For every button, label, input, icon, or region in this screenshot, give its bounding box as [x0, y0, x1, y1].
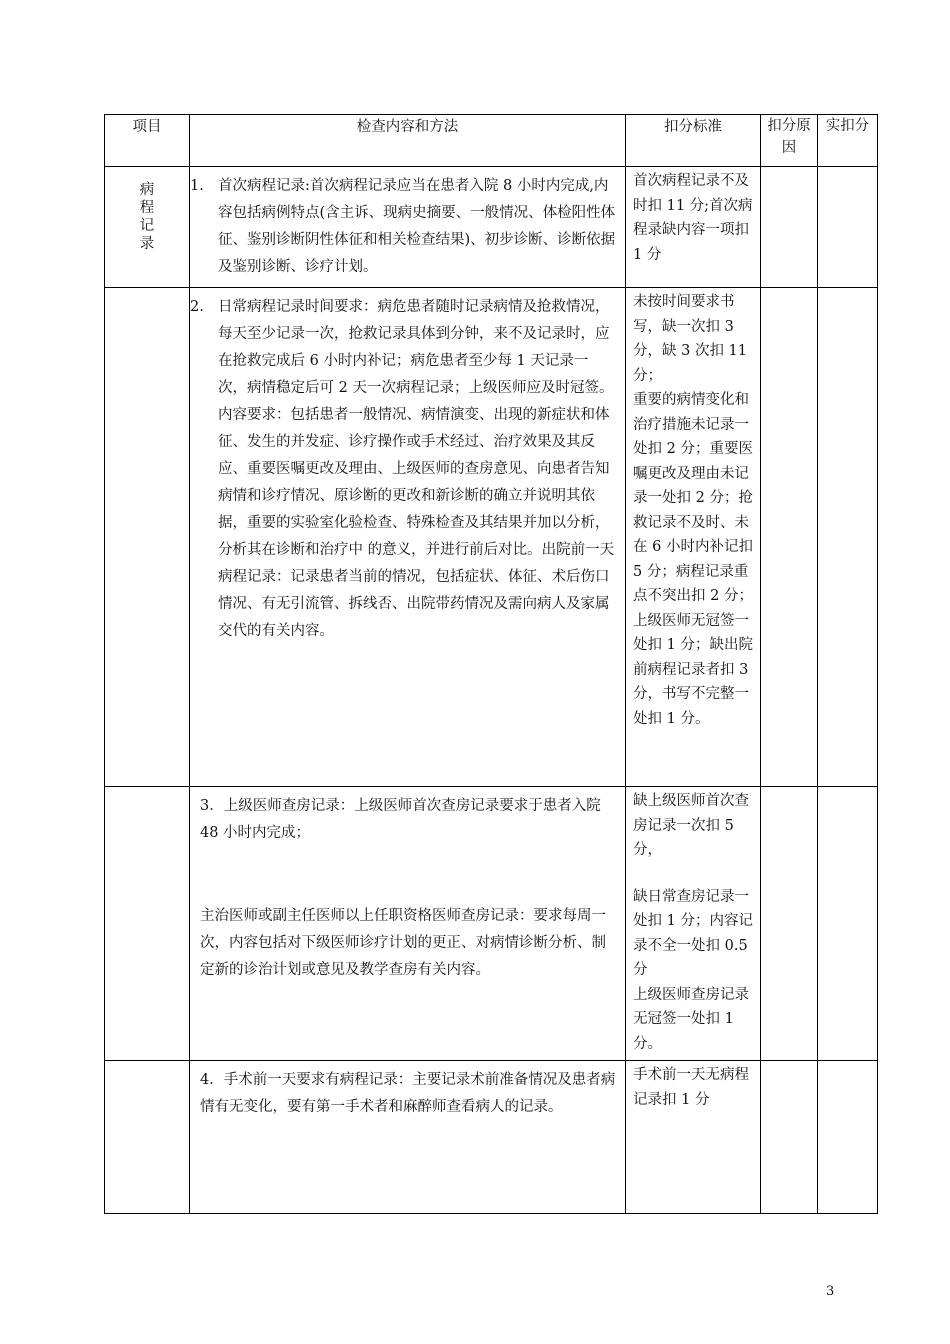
actual-cell	[818, 167, 878, 288]
header-standard: 扣分标准	[626, 115, 761, 167]
reason-cell	[761, 288, 818, 787]
actual-cell	[818, 288, 878, 787]
content-cell	[190, 288, 626, 787]
item-content: 主治医师或副主任医师以上任职资格医师查房记录：要求每周一次，内容包括对下级医师诊疗计划的更正、对病情诊断分析、制定新的诊治计划或意见及教学查房有关内容。	[200, 908, 606, 978]
category-cell	[105, 167, 190, 288]
standard-text: 首次病程记录不及时扣 11 分;首次病程录缺内容一项扣 1 分	[633, 173, 753, 263]
table-row	[105, 167, 878, 288]
category-char: 程	[139, 200, 155, 216]
item-number: 2.	[190, 299, 204, 315]
standard-text	[626, 288, 760, 733]
spacer	[633, 863, 755, 885]
standard-line: 缺上级医师首次查房记录一次扣 5 分，	[633, 793, 749, 858]
content-cell	[190, 787, 626, 1061]
table-row	[105, 288, 878, 787]
header-content: 检查内容和方法	[190, 115, 626, 167]
reason-cell	[761, 1061, 818, 1214]
table-row	[105, 1061, 878, 1214]
item-content: 日常病程记录时间要求：病危患者随时记录病情及抢救情况，每天至少记录一次，抢救记录具体到分钟，来不及记录时，应在抢救完成后 6 小时内补记；病危患者至少每 1 天记录一次，病情稳定后可 2 天一次病程记录；上级医师应及时冠签。内容要求：包括患者一般情况、病情演变、出现的新症状和体征、发生的并发症、诊疗操作或手术经过、治疗效果及其反应、重要医嘱更改及理由、上级医师的查房意见、向患者告知病情和诊疗情况、原诊断的更改和新诊断的确立并说明其依据，重要的实验室化验检查、特殊检查及其结果并加以分析，分析其在诊断和治疗中 的意义，并进行前后对比。出院前一天病程记录：记录患者当前的情况，包括症状、体征、术后伤口情况、有无引流管、拆线否、出院带药情况及需向病人及家属交代的有关内容。	[218, 299, 615, 639]
category-cell	[105, 1061, 190, 1214]
item-content: 首次病程记录:首次病程记录应当在患者入院 8 小时内完成,内容包括病例特点(含主诉、现病史摘要、一般情况、体检阳性体征、鉴别诊断阴性体征和相关检查结果)、初步诊断、诊断依据及鉴别诊断、诊疗计划。	[218, 178, 616, 275]
content-text	[190, 288, 625, 651]
standard-line: 上级医师查房记录无冠签一处扣 1 分。	[633, 986, 749, 1052]
category-label	[105, 167, 189, 253]
standard-cell	[626, 787, 761, 1061]
standard-line: 缺日常查房记录一处扣 1 分；内容记录不全一处扣 0.5 分	[633, 888, 753, 978]
content-cell	[190, 167, 626, 288]
reason-cell	[761, 167, 818, 288]
standard-cell	[626, 288, 761, 787]
actual-cell	[818, 1061, 878, 1214]
item-content: 3．上级医师查房记录：上级医师首次查房记录要求于患者入院 48 小时内完成；	[200, 798, 601, 841]
header-reason: 扣分原因	[761, 115, 818, 167]
standard-text: 手术前一天无病程记录扣 1 分	[633, 1067, 749, 1108]
reason-cell	[761, 787, 818, 1061]
standard-cell	[626, 167, 761, 288]
content-text: 4．手术前一天要求有病程记录：主要记录术前准备情况及患者病情有无变化，要有第一手术者和麻醉师查看病人的记录。	[200, 1072, 616, 1115]
item-number: 1.	[190, 178, 204, 194]
table-row	[105, 787, 878, 1061]
category-cell	[105, 787, 190, 1061]
page-number: 3	[826, 1284, 835, 1299]
category-char: 录	[139, 236, 155, 252]
header-actual: 实扣分	[818, 115, 878, 167]
actual-cell	[818, 787, 878, 1061]
content-text	[190, 787, 625, 990]
table-header-row	[105, 115, 878, 167]
standard-text	[626, 787, 760, 1058]
standard-line: 未按时间要求书写，缺一次扣 3 分，缺 3 次扣 11 分；	[633, 294, 748, 384]
standard-cell	[626, 1061, 761, 1214]
category-char: 记	[139, 218, 155, 234]
category-char: 病	[139, 182, 155, 198]
inspection-table	[104, 114, 878, 1214]
header-item: 项目	[105, 115, 190, 167]
content-text	[190, 167, 625, 287]
standard-line: 重要的病情变化和治疗措施未记录一处扣 2 分；重要医嘱更改及理由未记录一处扣 2 分；抢救记录不及时、未在 6 小时内补记扣 5 分；病程记录重点不突出扣 2 分；上级医师无冠签一处扣 1 分；缺出院前病程记录者扣 3 分，书写不完整一处扣 1 分。	[633, 392, 753, 727]
category-cell	[105, 288, 190, 787]
spacer	[200, 847, 617, 903]
content-cell	[190, 1061, 626, 1214]
